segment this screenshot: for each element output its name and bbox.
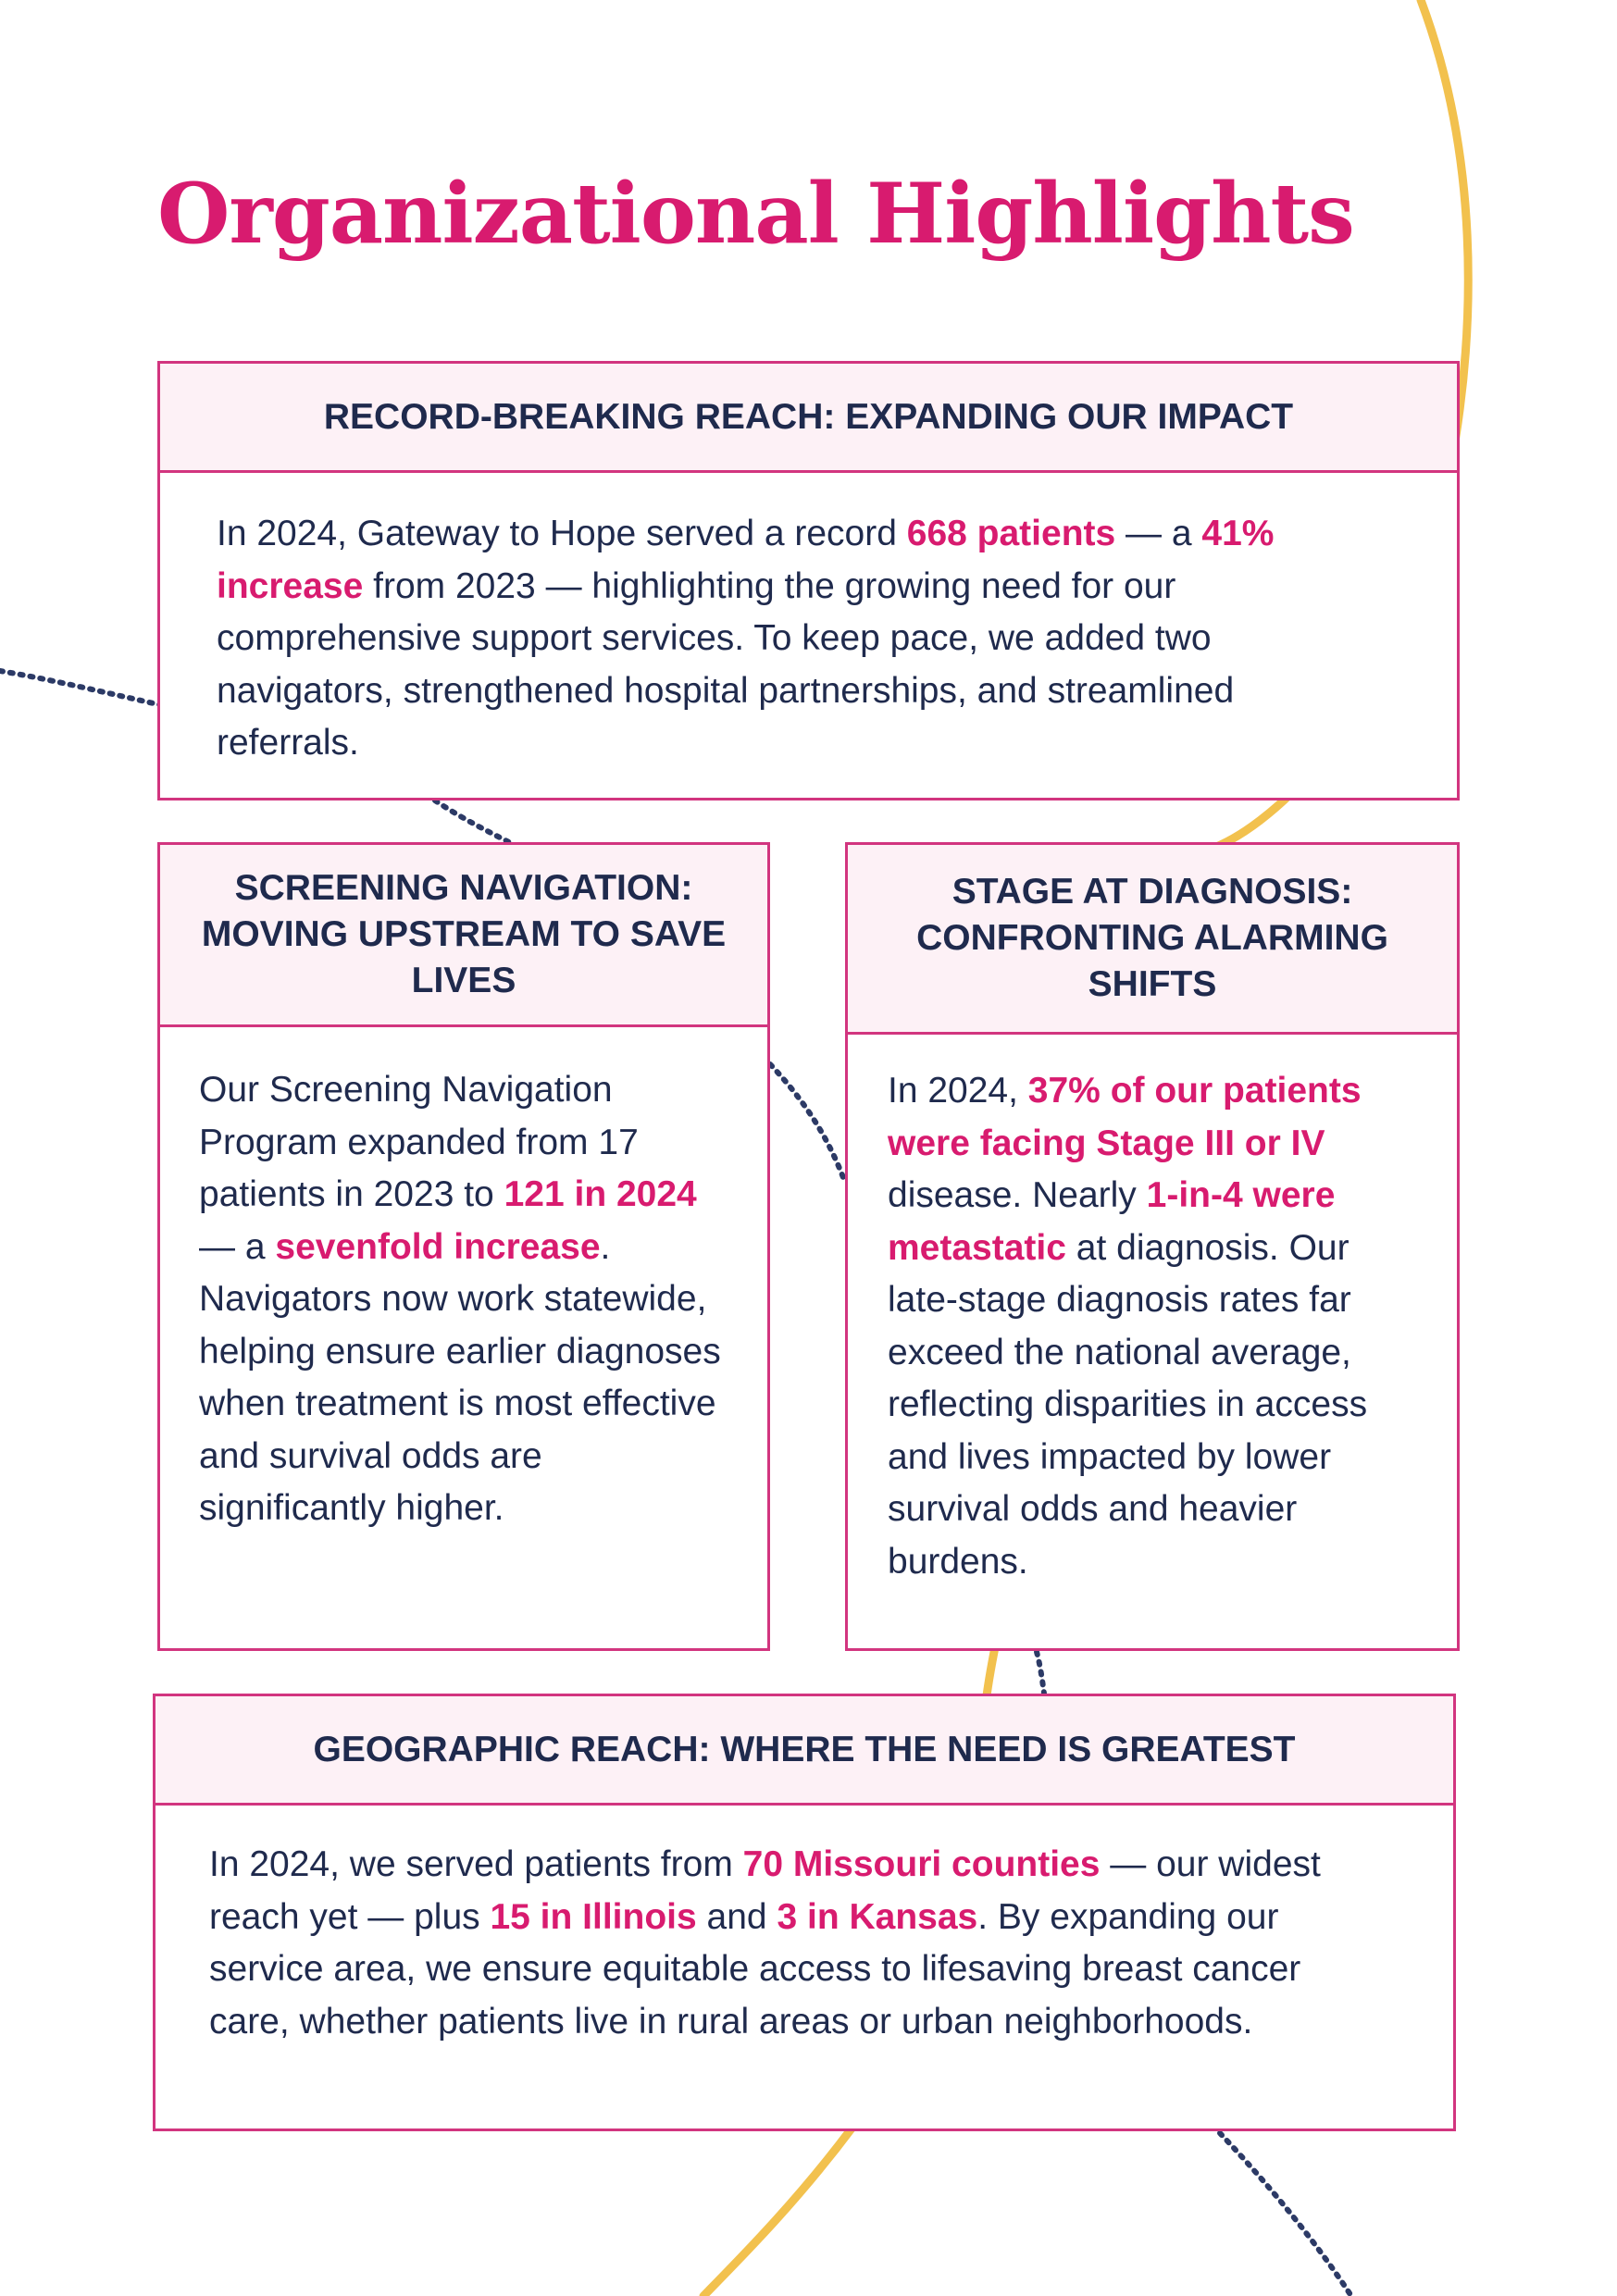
body-text-segment: disease. Nearly xyxy=(888,1175,1147,1215)
card-geographic-reach xyxy=(153,1694,1456,2131)
highlight-text: 15 in Illinois xyxy=(490,1896,697,1937)
dotted-line xyxy=(0,671,162,705)
dotted-line xyxy=(770,1064,844,1180)
dotted-line xyxy=(1220,2133,1351,2296)
page-title: Organizational Highlights xyxy=(157,165,1354,263)
body-text-segment: — our widest reach yet — plus xyxy=(209,1844,1321,1937)
body-text-segment: In 2024, xyxy=(888,1071,1028,1111)
card-stage-at-diagnosis xyxy=(845,842,1460,1651)
card-body-text xyxy=(848,1035,1457,1588)
highlight-text: 121 in 2024 xyxy=(504,1174,697,1214)
body-text-segment: Our Screening Navigation Program expanded from 17 patients in 2023 to xyxy=(199,1070,639,1214)
card-record-breaking-reach xyxy=(157,361,1460,800)
dotted-line xyxy=(1037,1652,1044,1694)
highlight-text: 668 patients xyxy=(906,514,1116,553)
body-text-segment: — a xyxy=(1115,514,1202,553)
card-body-text xyxy=(155,1806,1453,2048)
body-text-segment: at diagnosis. Our late-stage diagnosis rates far exceed the national average, reflecting disparities in access and lives impacted by lower survival odds and heavier burdens. xyxy=(888,1227,1368,1582)
body-text-segment: In 2024, Gateway to Hope served a record xyxy=(217,514,907,553)
card-heading: RECORD-BREAKING REACH: EXPANDING OUR IMPACT xyxy=(160,364,1457,473)
highlight-text: 1-in-4 were metastatic xyxy=(888,1175,1336,1268)
card-body-text xyxy=(160,473,1457,770)
card-body-text xyxy=(160,1027,767,1535)
highlight-text: 37% of our patients were facing Stage III or IV xyxy=(888,1071,1362,1163)
highlight-text: 41% increase xyxy=(217,514,1275,606)
body-text-segment: — a xyxy=(199,1226,276,1267)
yellow-curve-line xyxy=(703,2128,852,2296)
body-text-segment: and xyxy=(696,1896,777,1937)
highlight-text: 70 Missouri counties xyxy=(742,1844,1101,1884)
body-text-segment: . By expanding our service area, we ensure equitable access to lifesaving breast cancer care, whether patients live in rural areas or urban neighborhoods. xyxy=(209,1896,1301,2042)
highlight-text: sevenfold increase xyxy=(275,1226,601,1267)
dotted-line xyxy=(435,800,518,847)
body-text-segment: In 2024, we served patients from xyxy=(209,1844,743,1884)
highlight-text: 3 in Kansas xyxy=(777,1896,978,1937)
body-text-segment: from 2023 — highlighting the growing need for our comprehensive support services. To keep pace, we added two navigators, strengthened hospital partnerships, and streamlined referrals. xyxy=(217,565,1235,763)
card-heading: STAGE AT DIAGNOSIS: CONFRONTING ALARMING SHIFTS xyxy=(848,845,1457,1035)
body-text-segment: . Navigators now work statewide, helping ensure earlier diagnoses when treatment is most effective and survival odds are significantly higher. xyxy=(199,1226,721,1528)
card-heading: SCREENING NAVIGATION: MOVING UPSTREAM TO SAVE LIVES xyxy=(160,845,767,1027)
card-screening-navigation xyxy=(157,842,770,1651)
card-heading: GEOGRAPHIC REACH: WHERE THE NEED IS GREATEST xyxy=(155,1696,1453,1806)
